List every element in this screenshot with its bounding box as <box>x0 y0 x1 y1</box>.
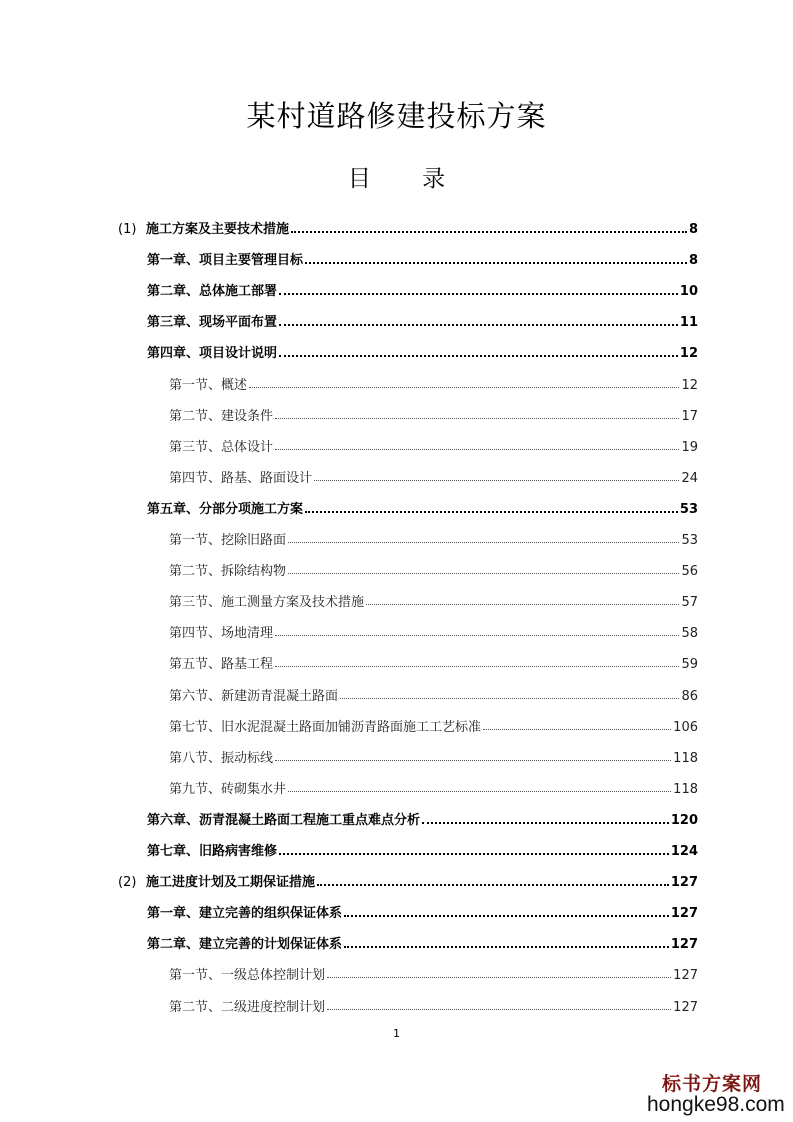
dot-leader <box>288 791 671 792</box>
toc-entry-label <box>147 280 277 299</box>
toc-entry-label <box>169 436 273 455</box>
toc-entry-text: 第二章、总体施工部署 <box>147 284 278 300</box>
toc-entry[interactable] <box>147 246 698 268</box>
toc-entry[interactable] <box>147 806 698 828</box>
toc-entry[interactable] <box>169 557 698 579</box>
toc-page-number: 12 <box>681 377 698 393</box>
toc-page-number: 127 <box>673 999 698 1015</box>
toc-entry-label <box>147 902 342 921</box>
toc-part-number: (1) <box>118 222 137 237</box>
toc-page-number: 118 <box>673 781 698 797</box>
toc-page-number: 53 <box>679 501 698 517</box>
toc-entry-text: 第三节、施工测量方案及技术措施 <box>169 595 365 611</box>
dot-leader <box>305 511 678 513</box>
toc-entry-label <box>147 311 277 330</box>
toc-entry[interactable] <box>169 433 698 455</box>
dot-leader <box>279 324 678 326</box>
dot-leader <box>279 853 669 855</box>
dot-leader <box>291 231 687 233</box>
toc-entry-text: 施工进度计划及工期保证措施 <box>146 875 316 891</box>
toc-entry-text: 第一节、一级总体控制计划 <box>169 968 326 984</box>
toc-entry-text: 施工方案及主要技术措施 <box>146 222 290 237</box>
toc-entry[interactable] <box>169 464 698 486</box>
toc-entry-text: 第五章、分部分项施工方案 <box>147 501 304 517</box>
toc-entry-label <box>169 467 312 486</box>
dot-leader <box>483 729 671 730</box>
toc-page-number: 127 <box>670 875 698 891</box>
dot-leader <box>366 604 679 605</box>
toc-entry-text: 第三节、总体设计 <box>169 439 274 455</box>
toc-entry-label <box>118 871 315 890</box>
toc-page-number: 8 <box>688 253 698 269</box>
dot-leader <box>344 946 669 948</box>
toc-entry-label <box>147 840 277 859</box>
watermark-logo-text: 标书方案网 <box>662 1073 763 1095</box>
dot-leader <box>340 698 679 699</box>
toc-page-number: 56 <box>681 564 698 580</box>
toc-entry-label <box>169 374 247 393</box>
toc-entry-text: 第五节、路基工程 <box>169 657 274 673</box>
dot-leader <box>314 480 679 481</box>
toc-page-number: 127 <box>673 968 698 984</box>
toc-entry-text: 第九节、砖砌集水井 <box>169 781 287 797</box>
toc-entry-text: 第六章、沥青混凝土路面工程施工重点难点分析 <box>147 812 421 828</box>
toc-entry-label <box>147 342 277 361</box>
page-number: 1 <box>393 1027 400 1040</box>
document-title: 某村道路修建投标方案 <box>246 99 547 133</box>
toc-entry[interactable] <box>147 339 698 361</box>
toc-entry[interactable] <box>147 308 698 330</box>
toc-page-number: 106 <box>673 719 698 735</box>
toc-page-number: 8 <box>688 222 698 237</box>
toc-entry-text: 第一章、项目主要管理目标 <box>147 253 304 269</box>
dot-leader <box>275 449 679 450</box>
toc-entry-label <box>169 560 286 579</box>
toc-page-number: 59 <box>681 657 698 673</box>
toc-entry-text: 第一章、建立完善的组织保证体系 <box>147 906 343 922</box>
toc-entry-text: 第四章、项目设计说明 <box>147 346 278 362</box>
watermark-url: hongke98.com <box>647 1093 785 1116</box>
toc-entry[interactable] <box>169 775 698 797</box>
toc-entry-label <box>169 405 273 424</box>
toc-entry[interactable] <box>169 650 698 672</box>
dot-leader <box>305 262 687 264</box>
toc-entry-label <box>169 996 325 1015</box>
toc-entry[interactable] <box>169 526 698 548</box>
toc-entry[interactable] <box>147 930 698 952</box>
toc-entry[interactable] <box>169 744 698 766</box>
toc-entry[interactable] <box>169 402 698 424</box>
toc-page-number: 24 <box>681 470 698 486</box>
toc-entry-text: 第四节、路基、路面设计 <box>169 470 313 486</box>
toc-entry-label <box>118 218 289 237</box>
toc-page-number: 12 <box>679 346 698 362</box>
dot-leader <box>279 355 678 357</box>
toc-entry[interactable] <box>169 619 698 641</box>
toc-entry[interactable] <box>118 215 698 237</box>
toc-entry-label <box>169 529 286 548</box>
toc-entry-text: 第二节、拆除结构物 <box>169 564 287 580</box>
toc-page-number: 86 <box>681 688 698 704</box>
toc-entry[interactable] <box>147 277 698 299</box>
dot-leader <box>279 293 678 295</box>
toc-entry-label <box>169 747 273 766</box>
toc-entry-label <box>169 964 325 983</box>
toc-entry-text: 第四节、场地清理 <box>169 626 274 642</box>
toc-page-number: 57 <box>681 595 698 611</box>
toc-entry[interactable] <box>169 682 698 704</box>
toc-page-number: 19 <box>681 439 698 455</box>
toc-entry[interactable] <box>147 837 698 859</box>
dot-leader <box>275 635 679 636</box>
toc-entry-label <box>147 498 303 517</box>
toc-entry[interactable] <box>169 713 698 735</box>
dot-leader <box>275 418 679 419</box>
toc-entry-text: 第八节、振动标线 <box>169 750 274 766</box>
toc-entry-text: 第二节、建设条件 <box>169 408 274 424</box>
toc-page-number: 10 <box>679 284 698 300</box>
dot-leader <box>327 1009 671 1010</box>
toc-entry[interactable] <box>147 899 698 921</box>
toc-entry-label <box>169 653 273 672</box>
dot-leader <box>275 666 679 667</box>
toc-entry[interactable] <box>169 961 698 983</box>
toc-entry-label <box>169 778 286 797</box>
toc-page-number: 58 <box>681 626 698 642</box>
toc-entry-label <box>147 809 420 828</box>
toc-part-number: (2) <box>118 875 137 891</box>
toc-page-number: 127 <box>670 937 698 953</box>
toc-page-number: 17 <box>681 408 698 424</box>
dot-leader <box>288 542 679 543</box>
toc-entry-text: 第二节、二级进度控制计划 <box>169 999 326 1015</box>
toc-entry-label <box>147 249 303 268</box>
toc-entry-text: 第二章、建立完善的计划保证体系 <box>147 937 343 953</box>
toc-entry-label <box>147 933 342 952</box>
toc-page-number: 11 <box>679 315 698 331</box>
toc-entry-label <box>169 591 364 610</box>
toc-entry-text: 第六节、新建沥青混凝土路面 <box>169 688 339 704</box>
toc-entry-label <box>169 622 273 641</box>
toc-page-number: 124 <box>670 844 698 859</box>
toc-page-number: 120 <box>670 812 698 828</box>
toc-entry[interactable] <box>169 588 698 610</box>
dot-leader <box>344 915 669 917</box>
dot-leader <box>249 387 679 388</box>
toc-entry-text: 第七章、旧路病害维修 <box>147 844 278 859</box>
toc-page-number: 53 <box>681 533 698 548</box>
dot-leader <box>288 573 679 574</box>
toc-entry-text: 第三章、现场平面布置 <box>147 315 278 331</box>
toc-entry[interactable] <box>118 868 698 890</box>
toc-page-number: 127 <box>670 906 698 922</box>
toc-entry-text: 第一节、概述 <box>169 377 248 393</box>
toc-entry-text: 第七节、旧水泥混凝土路面加铺沥青路面施工工艺标准 <box>169 719 482 735</box>
toc-entry[interactable] <box>169 993 698 1015</box>
dot-leader <box>327 977 671 978</box>
toc-entry[interactable] <box>147 495 698 517</box>
dot-leader <box>317 884 669 886</box>
toc-page-number: 118 <box>673 750 698 766</box>
dot-leader <box>422 822 669 824</box>
toc-heading: 目 录 <box>347 166 468 192</box>
toc-entry-label <box>169 716 481 735</box>
toc-entry[interactable] <box>169 371 698 393</box>
toc-entry-text: 第一节、挖除旧路面 <box>169 533 287 548</box>
toc-entry-label <box>169 685 338 704</box>
dot-leader <box>275 760 671 761</box>
